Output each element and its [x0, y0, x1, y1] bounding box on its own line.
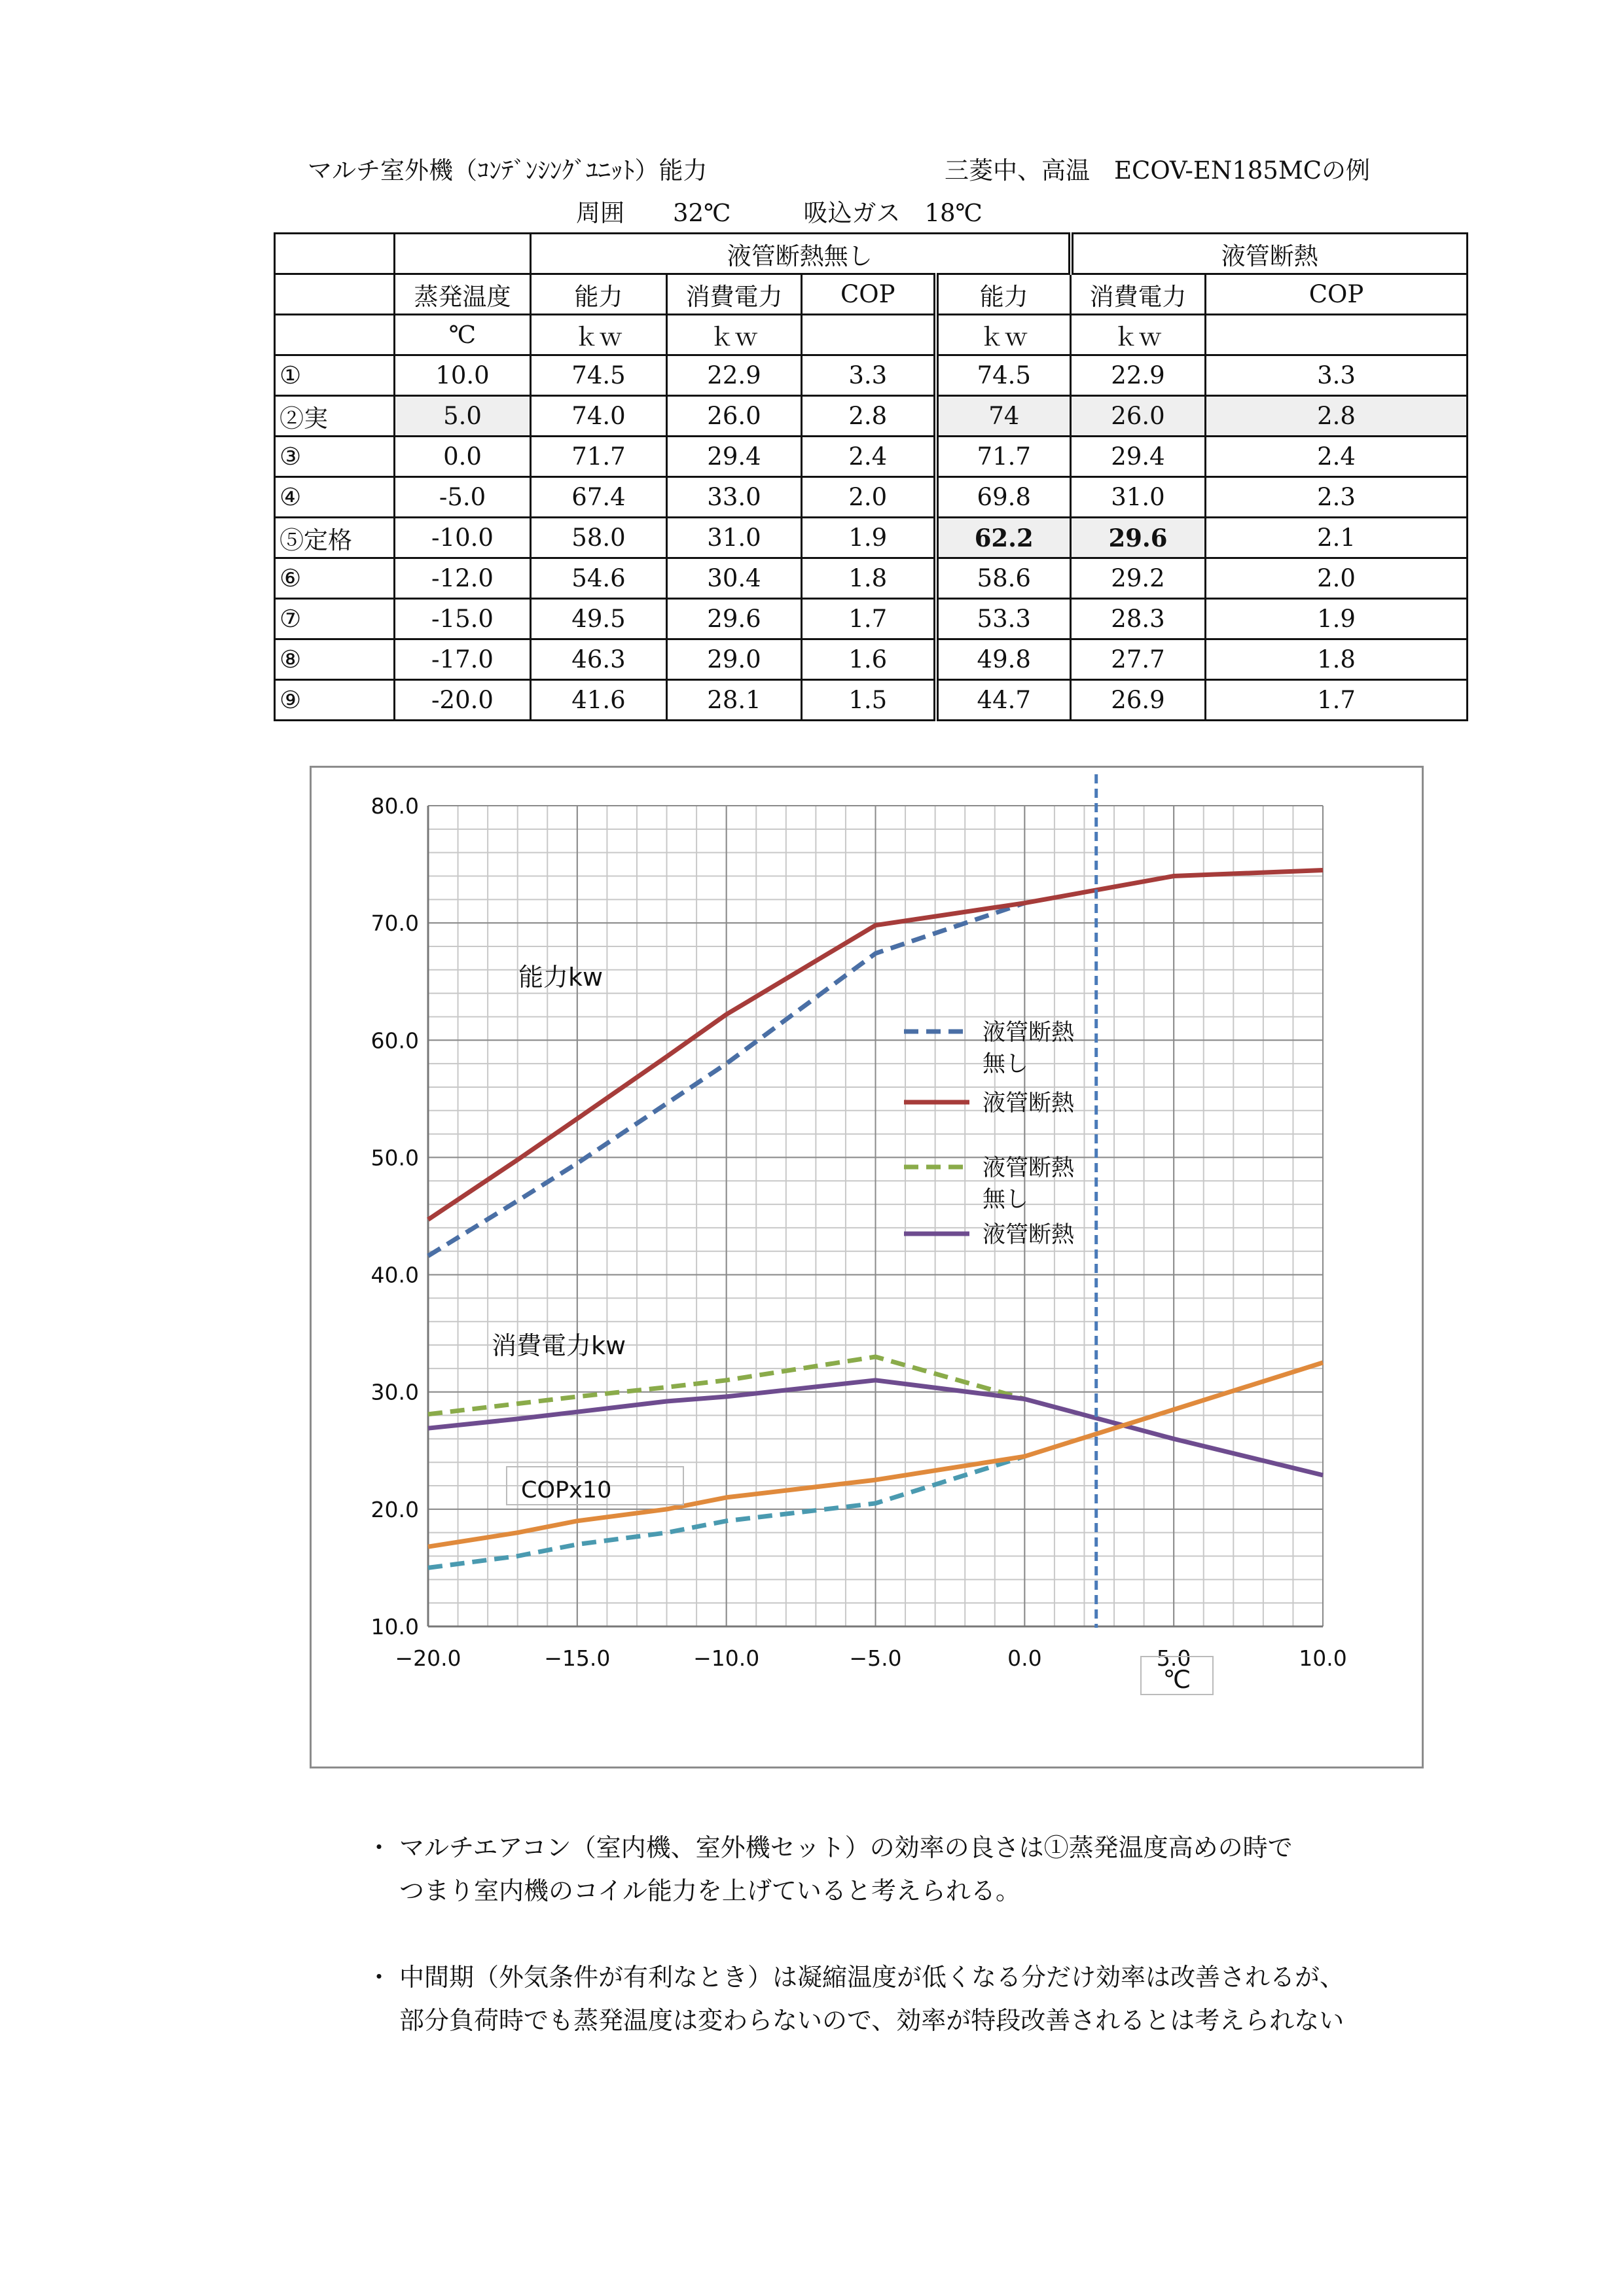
header-evap-temp: 蒸発温度 — [395, 274, 531, 315]
header-power: 消費電力 — [667, 274, 802, 315]
table-cell — [275, 274, 395, 315]
note-line: つまり室内機のコイル能力を上げていると考えられる。 — [399, 1876, 1020, 1905]
power-annotation: 消費電力kw — [492, 1331, 626, 1360]
table-cell: 3.3 — [802, 355, 936, 396]
x-tick-label: 0.0 — [1007, 1645, 1042, 1671]
table-row — [275, 355, 1468, 396]
table-cell: 1.9 — [1206, 599, 1468, 639]
x-tick-label: −15.0 — [544, 1645, 611, 1671]
y-tick-label: 30.0 — [370, 1379, 419, 1405]
unit-capacity-insulated: ｋｗ — [936, 315, 1071, 355]
capacity-annotation: 能力kw — [518, 963, 604, 992]
table-cell — [395, 234, 531, 274]
table-cell: 2.0 — [1206, 558, 1468, 599]
header-cop-insulated: COP — [1206, 274, 1468, 315]
table-cell: 49.8 — [936, 639, 1071, 680]
note-line: 部分負荷時でも蒸発温度は変わらないので、効率が特段改善されるとは考えられない — [399, 2006, 1344, 2035]
row-label: ⑧ — [275, 639, 395, 680]
table-cell: 5.0 — [395, 396, 531, 437]
group-header-without-insulation: 液管断熱無し — [531, 234, 1071, 274]
table-cell: 3.3 — [1206, 355, 1468, 396]
table-row — [275, 558, 1468, 599]
table-cell: 2.8 — [1206, 396, 1468, 437]
table-cell: 46.3 — [531, 639, 667, 680]
notes-section — [367, 1826, 1558, 2085]
table-cell: 30.4 — [667, 558, 802, 599]
note-item — [367, 1826, 1558, 1912]
unit-capacity: ｋｗ — [531, 315, 667, 355]
unit-power: ｋｗ — [667, 315, 802, 355]
y-tick-label: 10.0 — [370, 1614, 419, 1640]
row-label: ⑥ — [275, 558, 395, 599]
table-cell — [1206, 315, 1468, 355]
table-cell: 1.6 — [802, 639, 936, 680]
row-label: ④ — [275, 477, 395, 518]
y-tick-label: 40.0 — [370, 1262, 419, 1288]
chart-frame — [310, 766, 1424, 1768]
table-cell: 27.7 — [1071, 639, 1206, 680]
table-unit-row — [275, 315, 1468, 355]
table-cell: 31.0 — [1071, 477, 1206, 518]
table-cell: -15.0 — [395, 599, 531, 639]
note-line: マルチエアコン（室内機、室外機セット）の効率の良さは①蒸発温度高めの時で — [399, 1833, 1293, 1862]
table-cell: 74.5 — [531, 355, 667, 396]
table-cell: 44.7 — [936, 680, 1071, 721]
row-label: ⑨ — [275, 680, 395, 721]
table-cell: 29.4 — [667, 437, 802, 477]
bullet-icon: ・ — [367, 1833, 392, 1862]
table-cell: 29.4 — [1071, 437, 1206, 477]
cop-annotation: COPx10 — [521, 1477, 612, 1503]
header-cop: COP — [802, 274, 936, 315]
table-row — [275, 639, 1468, 680]
table-row — [275, 599, 1468, 639]
x-axis-label: ℃ — [1163, 1665, 1191, 1694]
table-cell: 2.8 — [802, 396, 936, 437]
table-cell: -17.0 — [395, 639, 531, 680]
note-item — [367, 1956, 1558, 2042]
table-cell — [275, 315, 395, 355]
x-tick-label: 5.0 — [1156, 1645, 1191, 1671]
table-cell: 1.8 — [802, 558, 936, 599]
x-tick-label: −5.0 — [849, 1645, 902, 1671]
table-cell: 74.0 — [531, 396, 667, 437]
table-cell: 2.3 — [1206, 477, 1468, 518]
x-tick-label: 10.0 — [1299, 1645, 1347, 1671]
legend-label: 液管断熱 — [983, 1090, 1075, 1117]
model-example: 三菱中、高温 ECOV-EN185MCの例 — [945, 156, 1371, 185]
table-cell: 28.1 — [667, 680, 802, 721]
table-cell: 0.0 — [395, 437, 531, 477]
note-line: 中間期（外気条件が有利なとき）は凝縮温度が低くなる分だけ効率は改善されるが、 — [399, 1963, 1345, 1992]
table-cell: 58.0 — [531, 518, 667, 558]
table-cell: 53.3 — [936, 599, 1071, 639]
table-cell: 2.0 — [802, 477, 936, 518]
legend-label: 液管断熱無し — [983, 1020, 1075, 1077]
table-row — [275, 518, 1468, 558]
table-cell: 58.6 — [936, 558, 1071, 599]
table-cell: 49.5 — [531, 599, 667, 639]
row-label: ②実 — [275, 396, 395, 437]
table-cell: 71.7 — [531, 437, 667, 477]
page-title: マルチ室外機（ｺﾝﾃﾞﾝｼﾝｸﾞﾕﾆｯﾄ）能力 — [308, 156, 708, 185]
table-cell: 69.8 — [936, 477, 1071, 518]
row-label: ① — [275, 355, 395, 396]
header-capacity-insulated: 能力 — [936, 274, 1071, 315]
legend-label: 液管断熱無し — [983, 1155, 1075, 1213]
header-power-insulated: 消費電力 — [1071, 274, 1206, 315]
table-cell — [275, 234, 395, 274]
capacity-chart — [312, 768, 1426, 1770]
table-cell: 62.2 — [936, 518, 1071, 558]
row-label: ③ — [275, 437, 395, 477]
table-cell: 26.9 — [1071, 680, 1206, 721]
table-row — [275, 680, 1468, 721]
table-cell: -20.0 — [395, 680, 531, 721]
unit-evap-temp: ℃ — [395, 315, 531, 355]
row-label: ⑤定格 — [275, 518, 395, 558]
table-cell: 22.9 — [667, 355, 802, 396]
spec-table — [274, 232, 1468, 721]
table-cell: 10.0 — [395, 355, 531, 396]
y-tick-label: 20.0 — [370, 1496, 419, 1522]
table-cell: 1.9 — [802, 518, 936, 558]
table-cell: -5.0 — [395, 477, 531, 518]
legend-label: 液管断熱 — [983, 1222, 1075, 1248]
table-row — [275, 437, 1468, 477]
y-tick-label: 70.0 — [370, 910, 419, 937]
y-tick-label: 60.0 — [370, 1028, 419, 1054]
table-cell: 1.7 — [1206, 680, 1468, 721]
table-cell: 33.0 — [667, 477, 802, 518]
table-cell: -12.0 — [395, 558, 531, 599]
table-cell: 2.1 — [1206, 518, 1468, 558]
y-tick-label: 80.0 — [370, 793, 419, 819]
row-label: ⑦ — [275, 599, 395, 639]
table-cell: 29.2 — [1071, 558, 1206, 599]
table-cell: 2.4 — [1206, 437, 1468, 477]
table-header-row — [275, 274, 1468, 315]
bullet-icon: ・ — [367, 1963, 392, 1992]
x-tick-label: −10.0 — [693, 1645, 760, 1671]
table-row — [275, 477, 1468, 518]
table-cell: 29.6 — [1071, 518, 1206, 558]
x-tick-label: −20.0 — [395, 1645, 461, 1671]
table-cell: 29.6 — [667, 599, 802, 639]
table-cell: 29.0 — [667, 639, 802, 680]
table-cell: 74 — [936, 396, 1071, 437]
unit-power-insulated: ｋｗ — [1071, 315, 1206, 355]
y-tick-label: 50.0 — [370, 1145, 419, 1171]
table-cell: -10.0 — [395, 518, 531, 558]
header-capacity: 能力 — [531, 274, 667, 315]
conditions-line: 周囲 32℃ 吸込ガス 18℃ — [576, 199, 983, 227]
table-cell: 41.6 — [531, 680, 667, 721]
table-cell: 1.5 — [802, 680, 936, 721]
table-cell: 71.7 — [936, 437, 1071, 477]
table-group-header-row — [275, 234, 1468, 274]
table-cell — [802, 315, 936, 355]
table-cell: 1.8 — [1206, 639, 1468, 680]
table-cell: 54.6 — [531, 558, 667, 599]
table-cell: 28.3 — [1071, 599, 1206, 639]
table-cell: 22.9 — [1071, 355, 1206, 396]
table-cell: 31.0 — [667, 518, 802, 558]
table-cell: 1.7 — [802, 599, 936, 639]
table-cell: 74.5 — [936, 355, 1071, 396]
table-cell: 26.0 — [1071, 396, 1206, 437]
table-cell: 2.4 — [802, 437, 936, 477]
table-cell: 26.0 — [667, 396, 802, 437]
table-row — [275, 396, 1468, 437]
group-header-with-insulation: 液管断熱 — [1071, 234, 1468, 274]
table-cell: 67.4 — [531, 477, 667, 518]
